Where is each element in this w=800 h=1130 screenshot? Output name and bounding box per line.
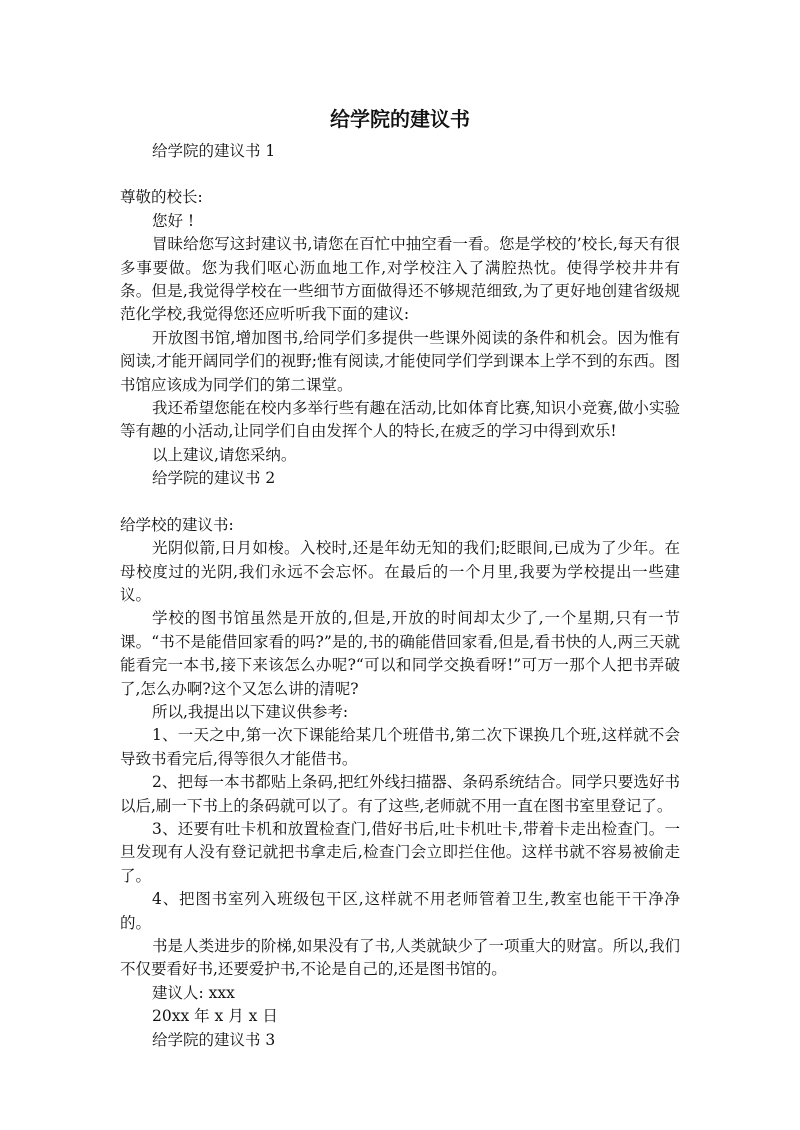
section1-greeting: 您好 ! [152,211,195,230]
section2-paragraph-2: 学校的图书馆虽然是开放的,但是,开放的时间却太少了,一个星期,只有一节课。“书不是能借回家看的吗?”是的,书的确能借回家看,但是,看书快的人,两三天就能看完一本书,接下来该怎么办呢?“可以和同学交换看呀!”可万一那个人把书弄破了,怎么办啊?这个又怎么讲的清呢? [120,609,680,698]
section1-closing: 以上建议,请您采纳。 [152,445,297,464]
spacer [120,491,680,514]
section3-heading: 给学院的建议书 3 [152,1030,276,1049]
page-title: 给学院的建议书 [330,107,470,131]
section2-item-2: 2、把每一本书都贴上条码,把红外线扫描器、条码系统结合。同学只要选好书以后,刷一下书上的条码就可以了。有了这些,老师就不用一直在图书室里登记了。 [120,773,680,815]
section2-paragraph-4: 书是人类进步的阶梯,如果没有了书,人类就缺少了一项重大的财富。所以,我们不仅要看好书,还要爱护书,不论是自己的,还是图书馆的。 [120,937,680,979]
section1-paragraph-1: 冒昧给您写这封建议书,请您在百忙中抽空看一看。您是学校的’校长,每天有很多事要做。您为我们呕心沥血地工作,对学校注入了满腔热忱。使得学校井井有条。但是,我觉得学校在一些细节方面做得还不够规范细致,为了更好地创建省级规范化学校,我觉得您还应听听我下面的建议: [120,235,680,324]
section1-heading: 给学院的建议书 1 [152,142,276,160]
document-page [120,104,680,1052]
section2-item-3: 3、还要有吐卡机和放置检查门,借好书后,吐卡机吐卡,带着卡走出检查门。一旦发现有人没有登记就把书拿走后,检查门会立即拦住他。这样书就不容易被偷走了。 [120,819,680,885]
section2-salutation: 给学校的建议书: [120,515,234,534]
section2-heading: 给学院的建议书 2 [152,469,276,488]
section2-item-1: 1、一天之中,第一次下课能给某几个班借书,第二次下课换几个班,这样就不会导致书看完后,得等很久才能借书。 [120,726,680,768]
spacer [120,163,680,186]
section2-item-4: 4、把图书室列入班级包干区,这样就不用老师管着卫生,教室也能干干净净的。 [120,890,680,932]
section2-date: 20xx 年 x 月 x 日 [152,1007,278,1026]
section1-paragraph-3: 我还希望您能在校内多举行些有趣在活动,比如体育比赛,知识小竞赛,做小实验等有趣的小活动,让同学们自由发挥个人的特长,在疲乏的学习中得到欢乐! [120,399,680,441]
section2-paragraph-3: 所以,我提出以下建议供参考: [152,702,349,721]
section1-salutation: 尊敬的校长: [120,188,203,207]
section2-signer: 建议人: xxx [152,983,235,1002]
section1-paragraph-2: 开放图书馆,增加图书,给同学们多提供一些课外阅读的条件和机会。因为惟有阅读,才能开阔同学们的视野;惟有阅读,才能使同学们学到课本上学不到的东西。图书馆应该成为同学们的第二课堂。 [120,328,680,394]
section2-paragraph-1: 光阴似箭,日月如梭。入校时,还是年幼无知的我们;眨眼间,已成为了少年。在母校度过的光阴,我们永远不会忘怀。在最后的一个月里,我要为学校提出一些建议。 [120,539,680,604]
